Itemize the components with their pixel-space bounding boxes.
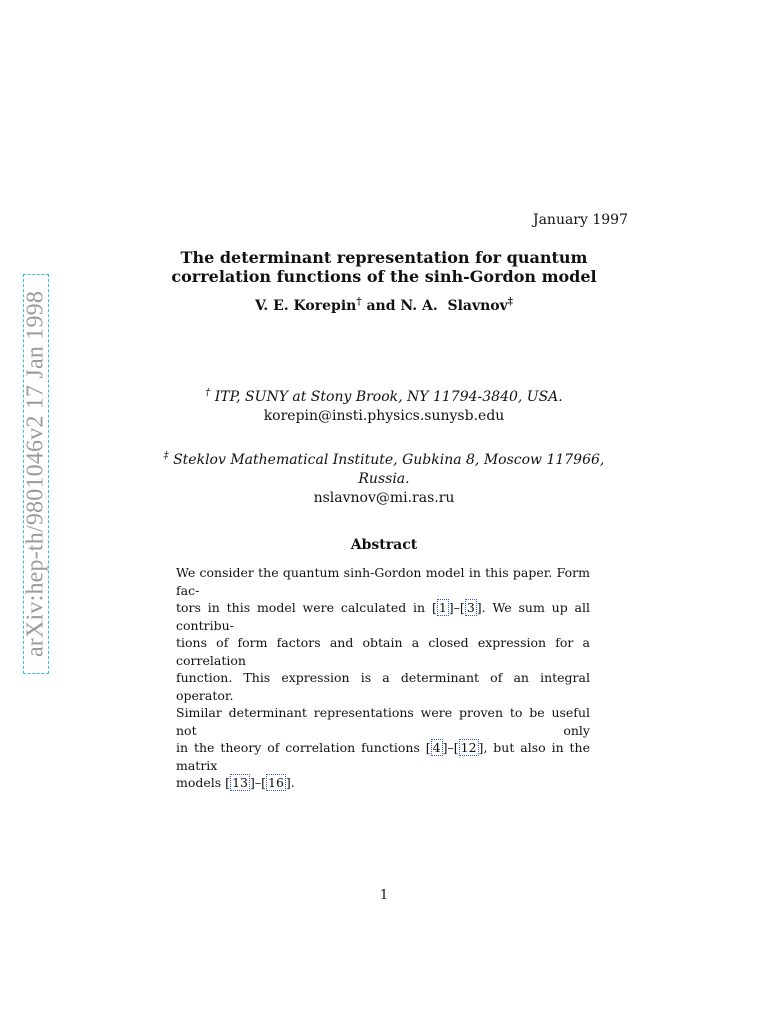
abstract-body — [176, 564, 590, 792]
paper-title — [140, 248, 628, 286]
author-conjunction: and — [366, 298, 396, 314]
abstract-text: . We sum up all contribu- — [176, 600, 590, 633]
abstract-line-5: Similar determinant representations were proven to be useful not only — [176, 705, 590, 738]
abstract-line-7: models [ 13 ]–[ 16 ]. — [176, 775, 295, 790]
abstract-line-4: function. This expression is a determinant of an integral operator. — [176, 670, 590, 703]
page-number: 1 — [379, 888, 389, 903]
citation-link-4[interactable]: 4 — [432, 740, 441, 755]
arxiv-stamp-label: arXiv:hep-th/9801046v2 17 Jan 1998 — [22, 290, 49, 658]
citation-link-1[interactable]: 1 — [438, 600, 447, 615]
affiliation-steklov-line — [140, 451, 628, 489]
citation-dash: – — [254, 775, 262, 790]
affiliation-itp-email: korepin@insti.physics.sunysb.edu — [263, 408, 505, 424]
citation-link-12[interactable]: 12 — [460, 740, 477, 755]
citation-link-3[interactable]: 3 — [466, 600, 475, 615]
citation-dash: – — [453, 600, 460, 615]
affiliation-itp-line — [140, 388, 628, 407]
affiliation-steklov-mark: ‡ — [163, 450, 169, 462]
citation-link-13[interactable]: 13 — [232, 775, 248, 790]
affiliation-itp-mark: † — [205, 387, 211, 399]
abstract-line-2: tors in this model were calculated in [ 1 ]–[ 3 ]. We sum up all contribu- — [176, 600, 590, 633]
author-korepin-mark: † — [356, 296, 362, 308]
abstract-line-3: tions of form factors and obtain a closed expression for a correlation — [176, 635, 590, 668]
author-korepin: V. E. Korepin — [254, 298, 357, 314]
title-line-1: The determinant representation for quantum — [180, 248, 588, 267]
abstract-heading: Abstract — [350, 537, 418, 553]
affiliation-itp — [140, 388, 628, 426]
abstract-text: models — [176, 775, 226, 790]
abstract-text: . — [290, 775, 295, 790]
citation-link-16[interactable]: 16 — [268, 775, 284, 790]
affiliation-steklov-email: nslavnov@mi.ras.ru — [313, 490, 455, 506]
author-slavnov: N. A. Slavnov — [400, 298, 508, 314]
abstract-text: in the theory of correlation functions — [176, 740, 426, 755]
author-slavnov-mark: ‡ — [507, 296, 514, 308]
abstract-line-1: We consider the quantum sinh-Gordon model in this paper. Form fac- — [176, 565, 590, 598]
abstract-text: , but also in the matrix — [176, 740, 590, 773]
affiliation-steklov-institution: Steklov Mathematical Institute, Gubkina 8, Moscow 117966, Russia. — [173, 452, 605, 487]
title-line-2: correlation functions of the sinh-Gordon model — [171, 267, 597, 286]
author-list — [140, 298, 628, 314]
abstract-line-6: in the theory of correlation functions [ 4 ]–[ 12 ], but also in the matrix — [176, 740, 590, 773]
citation-dash: – — [447, 740, 454, 755]
affiliation-steklov — [140, 451, 628, 508]
paper-date: January 1997 — [532, 212, 628, 228]
affiliation-itp-institution: ITP, SUNY at Stony Brook, NY 11794-3840, USA. — [214, 389, 563, 405]
abstract-text: tors in this model were calculated in — [176, 600, 432, 615]
